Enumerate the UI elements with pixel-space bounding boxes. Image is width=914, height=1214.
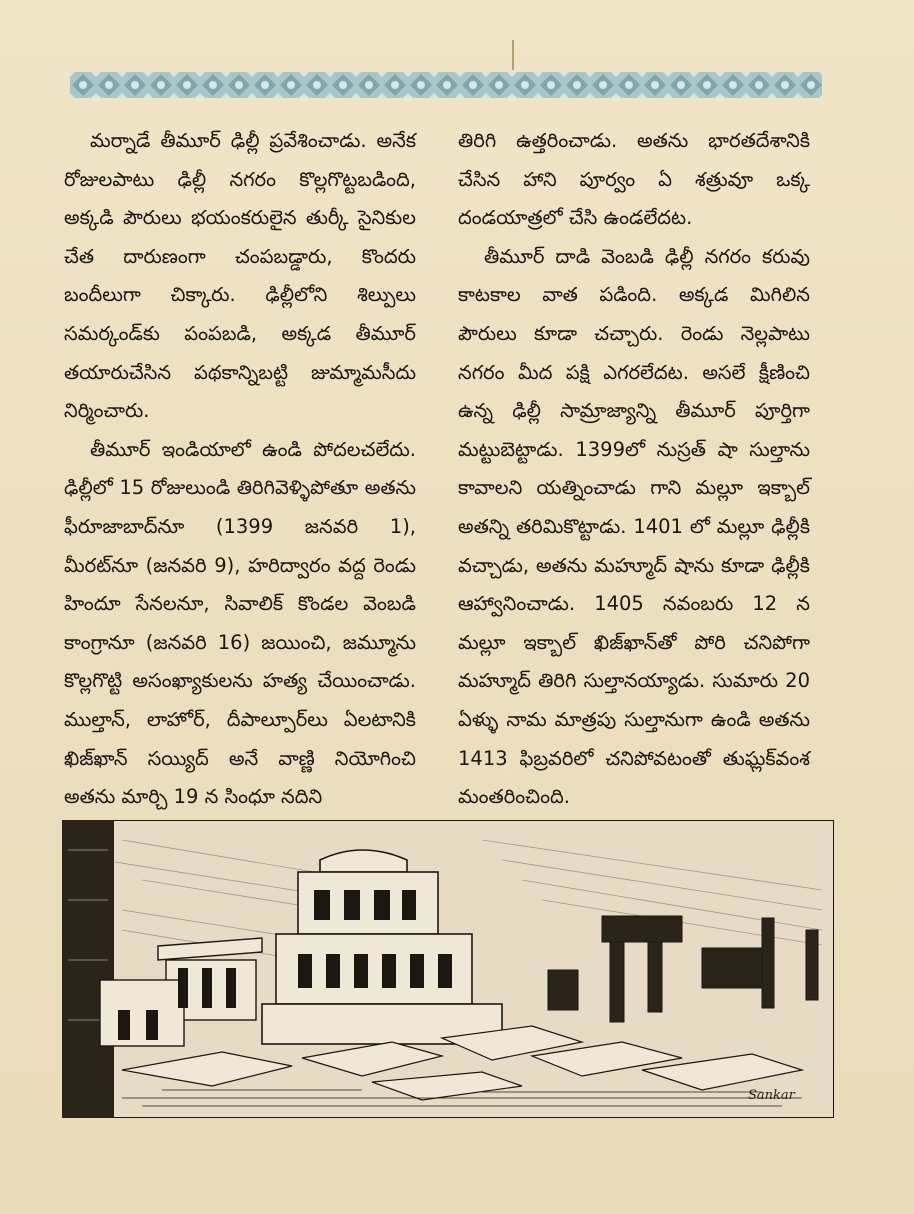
- left-paragraph-1: మర్నాడే తీమూర్ ఢిల్లీ ప్రవేశించాడు. అనేక రోజులపాటు ఢిల్లీ నగరం కొల్లగొట్టబడింది, అక్కడి పౌరులు భయంకరులైన తుర్కీ సైనికుల చేత దారుణంగా చంపబడ్డారు, కొందరు బందీలుగా చిక్కారు. ఢిల్లీలోని శిల్పులు సమర్కండ్‌కు పంపబడి, అక్కడ తీమూర్ తయారుచేసిన పథకాన్నిబట్టి జుమ్మామసీదు నిర్మించారు.: [64, 129, 416, 423]
- ornamental-header-border: [70, 72, 822, 98]
- right-text-column: [458, 122, 810, 817]
- left-text-column: [64, 122, 416, 817]
- right-paragraph-2: తీమూర్ దాడి వెంబడి ఢిల్లీ నగరం కరువు కాటకాల వాత పడింది. అక్కడ మిగిలిన పౌరులు కూడా చచ్చారు. రెండు నెల్లపాటు నగరం మీద పక్షి ఎగరలేదట. అసలే క్షీణించి ఉన్న ఢిల్లీ సామ్రాజ్యాన్ని తీమూర్ పూర్తిగా మట్టుబెట్టాడు. 1399లో నుస్రత్ షా సుల్తాను కావాలని యత్నించాడు గాని మల్లూ ఇక్బాల్ అతన్ని తరిమికొట్టాడు. 1401 లో మల్లూ ఢిల్లీకి వచ్చాడు, అతను మహ్మూద్ షాను కూడా ఢిల్లీకి ఆహ్వానించాడు. 1405 నవంబరు 12 న మల్లూ ఇక్బాల్ ఖిజ్‌ఖాన్‌తో పోరి చనిపోగా మహ్మూద్ తిరిగి సుల్తానయ్యాడు. సుమారు 20 ఏళ్ళు నామ మాత్రపు సుల్తానుగా ఉండి అతను 1413 ఫిబ్రవరిలో చనిపోవటంతో తుఘ్లక్‌వంశ మంతరించింది.: [458, 244, 810, 809]
- right-paragraph-1: తిరిగి ఉత్తరించాడు. అతను భారతదేశానికి చేసిన హాని పూర్వం ఏ శత్రువూ ఒక్క దండయాత్రలో చేసి ఉండలేదట.: [458, 129, 810, 230]
- illustrator-signature: Sankar: [748, 1088, 795, 1103]
- ruins-illustration: [62, 820, 834, 1118]
- fold-mark: [512, 40, 514, 70]
- left-paragraph-2: తీమూర్ ఇండియాలో ఉండి పోదలచలేదు. ఢిల్లీలో 15 రోజులుండి తిరిగివెళ్ళిపోతూ అతను ఫీరూజాబాద్‌నూ (1399 జనవరి 1), మీరట్‌నూ (జనవరి 9), హరిద్వారం వద్ద రెండు హిందూ సేనలనూ, సివాలిక్ కొండల వెంబడి కాంగ్రానూ (జనవరి 16) జయించి, జమ్మూను కొల్లగొట్టి అసంఖ్యాకులను హత్య చేయించాడు. ముల్తాన్, లాహోర్, దీపాల్పూర్‌లు ఏలటానికి ఖిజ్‌ఖాన్ సయ్యిద్ అనే వాణ్ణి నియోగించి అతను మార్చి 19 న సింధూ నదిని: [64, 437, 416, 809]
